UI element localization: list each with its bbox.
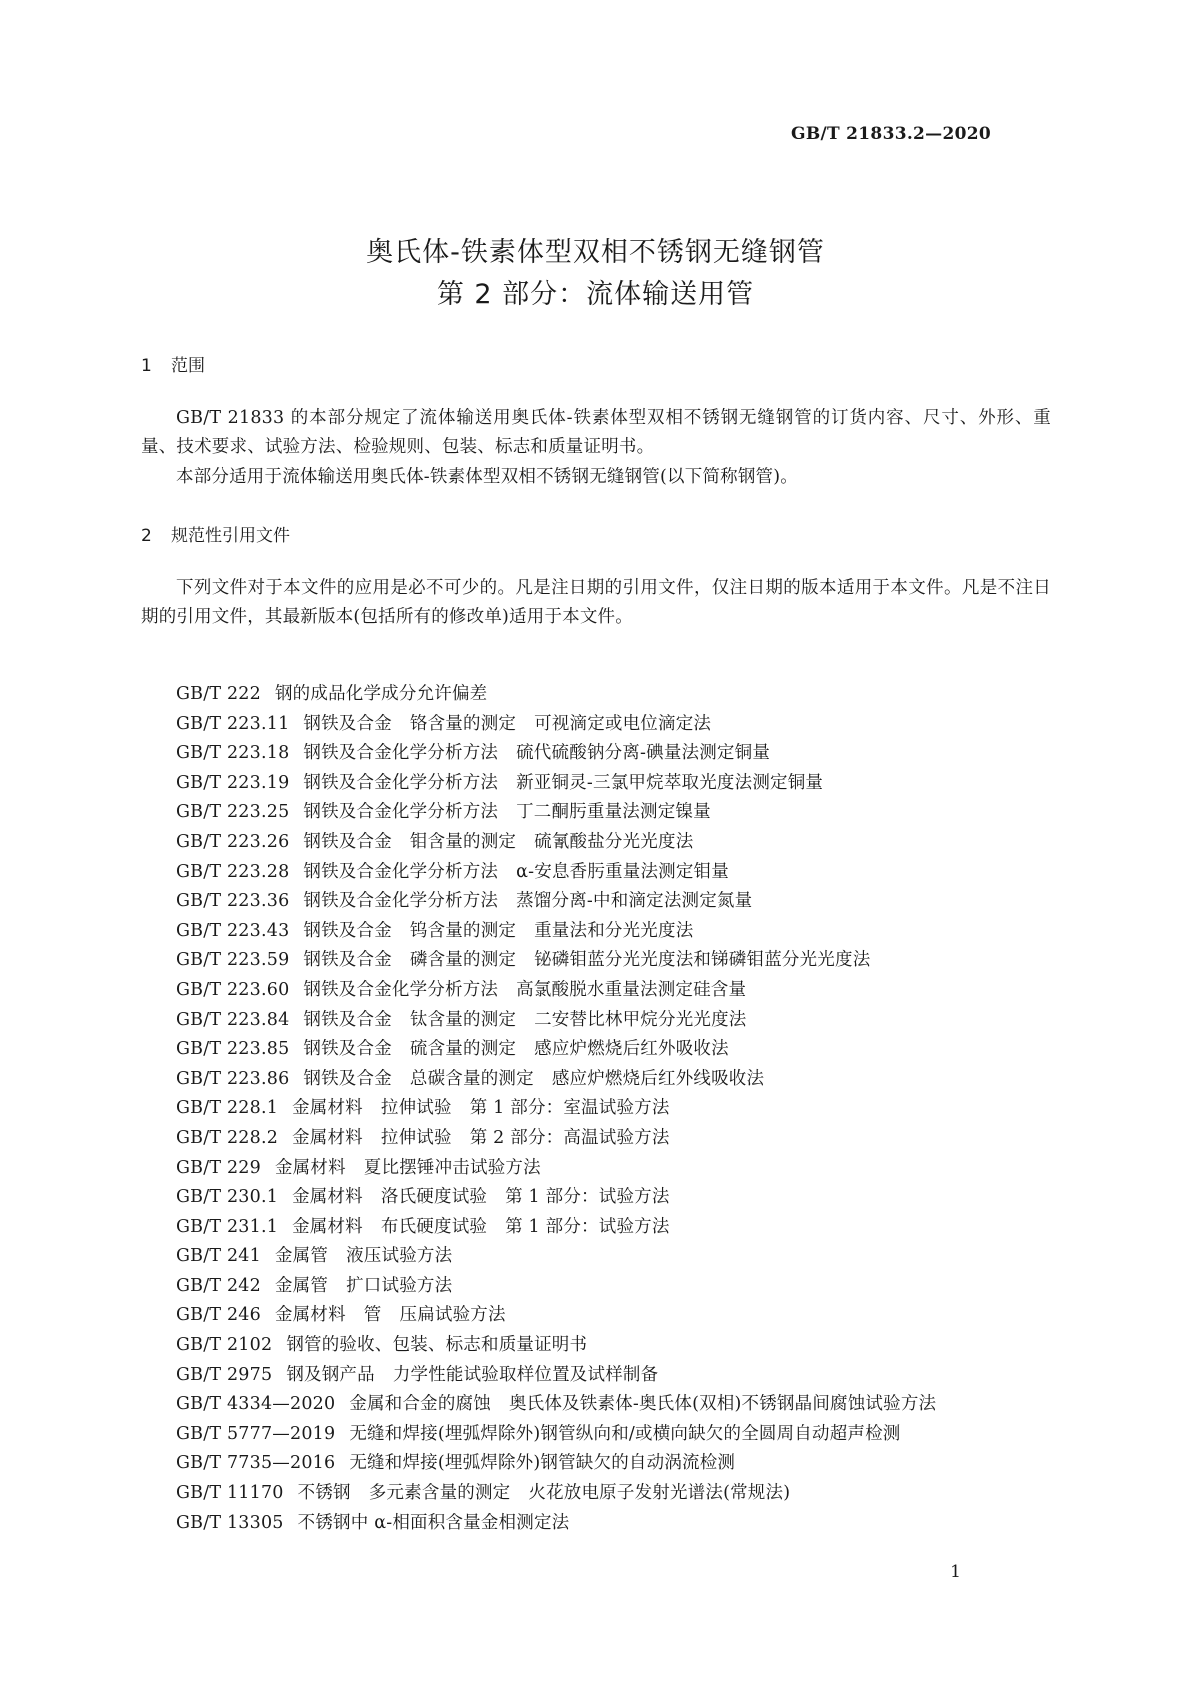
- reference-title-part: 无缝和焊接(埋弧焊除外)钢管纵向和/或横向缺欠的全圆周自动超声检测: [349, 1423, 901, 1444]
- reference-item: [176, 1301, 954, 1331]
- reference-item: [176, 946, 954, 976]
- reference-title-part: 金属材料: [292, 1187, 363, 1208]
- reference-title-part: 洛氏硬度试验: [380, 1187, 488, 1208]
- standard-number: GB/T 21833.2—2020: [791, 124, 991, 144]
- reference-code: GB/T 223.25: [176, 802, 290, 823]
- reference-title-part: 钢及钢产品: [286, 1364, 375, 1385]
- reference-code: GB/T 228.1: [176, 1098, 279, 1119]
- reference-title-part: 夏比摆锤冲击试验方法: [363, 1157, 541, 1178]
- reference-item: [176, 1449, 954, 1479]
- reference-item: [176, 1420, 954, 1450]
- reference-title-part: 钢铁及合金: [303, 920, 392, 941]
- reference-item: [176, 1272, 954, 1302]
- reference-title-part: 钢铁及合金: [303, 1009, 392, 1030]
- reference-title-part: 金属管: [274, 1246, 329, 1267]
- reference-title-part: 金属材料: [274, 1157, 346, 1178]
- reference-title-part: 压扁试验方法: [399, 1305, 506, 1326]
- section-heading-normative-references: [141, 521, 290, 546]
- scope-paragraph-2: 本部分适用于流体输送用奥氏体-铁素体型双相不锈钢无缝钢管(以下简称钢管)。: [176, 467, 798, 487]
- reference-code: GB/T 7735—2016: [176, 1453, 336, 1474]
- reference-item: [176, 1006, 954, 1036]
- reference-title-part: 钢铁及合金: [303, 1068, 392, 1089]
- reference-title-part: 无缝和焊接(埋弧焊除外)钢管缺欠的自动涡流检测: [349, 1453, 736, 1474]
- reference-title-part: 硫代硫酸钠分离-碘量法测定铜量: [516, 743, 771, 764]
- reference-title-part: 钛含量的测定: [409, 1009, 517, 1030]
- reference-title-part: 硫含量的测定: [409, 1039, 517, 1060]
- reference-title-part: 丁二酮肟重量法测定镍量: [516, 802, 711, 823]
- reference-code: GB/T 223.85: [176, 1039, 290, 1060]
- reference-item: [176, 1242, 954, 1272]
- reference-title-part: 金属管: [274, 1275, 329, 1296]
- reference-code: GB/T 223.84: [176, 1009, 290, 1030]
- reference-item: [176, 1124, 954, 1154]
- reference-item: [176, 887, 954, 917]
- reference-title-part: 钢铁及合金: [303, 713, 392, 734]
- reference-code: GB/T 223.43: [176, 920, 290, 941]
- reference-item: [176, 798, 954, 828]
- reference-code: GB/T 228.2: [176, 1127, 279, 1148]
- reference-code: GB/T 241: [176, 1246, 261, 1267]
- reference-code: GB/T 2102: [176, 1335, 273, 1356]
- reference-code: GB/T 229: [176, 1157, 261, 1178]
- section-number: 1: [141, 356, 152, 376]
- references-intro-paragraph: 下列文件对于本文件的应用是必不可少的。凡是注日期的引用文件，仅注日期的版本适用于本文件。凡是不注日期的引用文件，其最新版本(包括所有的修改单)适用于本文件。: [141, 578, 1051, 627]
- reference-code: GB/T 5777—2019: [176, 1423, 336, 1444]
- reference-title-part: 扩口试验方法: [346, 1275, 453, 1296]
- reference-title-part: 硫氰酸盐分光光度法: [534, 831, 694, 852]
- reference-title-part: 钢铁及合金: [303, 831, 392, 852]
- reference-item: [176, 769, 954, 799]
- reference-item: [176, 680, 954, 710]
- reference-title-part: 钼含量的测定: [409, 831, 517, 852]
- reference-code: GB/T 13305: [176, 1512, 284, 1533]
- reference-code: GB/T 242: [176, 1275, 261, 1296]
- reference-item: [176, 858, 954, 888]
- reference-title-part: 金属材料: [292, 1098, 363, 1119]
- reference-code: GB/T 223.59: [176, 950, 290, 971]
- document-title-line1: 奥氏体-铁素体型双相不锈钢无缝钢管: [366, 237, 825, 268]
- reference-title-part: 金属材料: [274, 1305, 346, 1326]
- reference-item: [176, 1361, 954, 1391]
- reference-item: [176, 828, 954, 858]
- reference-title-part: 钢管的验收、包装、标志和质量证明书: [286, 1335, 588, 1356]
- reference-title-part: 火花放电原子发射光谱法(常规法): [528, 1483, 791, 1504]
- reference-title-part: 第 1 部分：室温试验方法: [469, 1098, 670, 1119]
- reference-title-part: 第 1 部分：试验方法: [505, 1187, 670, 1208]
- reference-item: [176, 1479, 954, 1509]
- reference-title-part: 拉伸试验: [380, 1098, 452, 1119]
- reference-title-part: 第 2 部分：高温试验方法: [469, 1127, 670, 1148]
- reference-title-part: 钢铁及合金化学分析方法: [303, 802, 499, 823]
- page-number: 1: [950, 1562, 961, 1582]
- reference-item: [176, 1154, 954, 1184]
- reference-title-part: 奥氏体及铁素体-奥氏体(双相)不锈钢晶间腐蚀试验方法: [508, 1394, 937, 1415]
- reference-title-part: α-安息香肟重量法测定钼量: [516, 861, 729, 882]
- reference-item: [176, 1509, 954, 1539]
- reference-item: [176, 1065, 954, 1095]
- reference-title-part: 力学性能试验取样位置及试样制备: [392, 1364, 659, 1385]
- reference-title-part: 感应炉燃烧后红外吸收法: [534, 1039, 729, 1060]
- reference-code: GB/T 246: [176, 1305, 261, 1326]
- reference-title-part: 钢的成品化学成分允许偏差: [274, 684, 488, 704]
- reference-item: [176, 1213, 954, 1243]
- reference-item: [176, 710, 954, 740]
- reference-title-part: 多元素含量的测定: [368, 1483, 511, 1504]
- reference-code: GB/T 231.1: [176, 1216, 279, 1237]
- reference-title-part: 可视滴定或电位滴定法: [534, 713, 712, 734]
- reference-code: GB/T 223.19: [176, 772, 290, 793]
- document-title-line2: 第 2 部分：流体输送用管: [436, 279, 755, 310]
- reference-code: GB/T 223.36: [176, 891, 290, 912]
- section-title: 规范性引用文件: [171, 526, 290, 546]
- reference-title-part: 钢铁及合金化学分析方法: [303, 772, 499, 793]
- reference-title-part: 重量法和分光光度法: [534, 920, 694, 941]
- reference-code: GB/T 223.28: [176, 861, 290, 882]
- reference-code: GB/T 223.18: [176, 743, 290, 764]
- reference-code: GB/T 4334—2020: [176, 1394, 336, 1415]
- reference-title-part: 总碳含量的测定: [409, 1068, 534, 1089]
- reference-list: [176, 680, 954, 1538]
- reference-title-part: 拉伸试验: [380, 1127, 452, 1148]
- reference-title-part: 管: [363, 1305, 382, 1326]
- reference-title-part: 新亚铜灵-三氯甲烷萃取光度法测定铜量: [516, 772, 824, 793]
- reference-title-part: 感应炉燃烧后红外线吸收法: [551, 1068, 765, 1089]
- scope-paragraph-1: GB/T 21833 的本部分规定了流体输送用奥氏体-铁素体型双相不锈钢无缝钢管的订货内容、尺寸、外形、重量、技术要求、试验方法、检验规则、包装、标志和质量证明书。: [141, 408, 1051, 457]
- section-number: 2: [141, 526, 152, 546]
- reference-title-part: 二安替比林甲烷分光光度法: [534, 1009, 747, 1030]
- reference-title-part: 钢铁及合金化学分析方法: [303, 891, 499, 912]
- reference-code: GB/T 11170: [176, 1483, 284, 1504]
- reference-title-part: 不锈钢中 α-相面积含量金相测定法: [297, 1512, 570, 1533]
- reference-item: [176, 1035, 954, 1065]
- reference-item: [176, 1183, 954, 1213]
- reference-item: [176, 739, 954, 769]
- reference-title-part: 液压试验方法: [346, 1246, 453, 1267]
- reference-title-part: 金属材料: [292, 1216, 363, 1237]
- section-title: 范围: [171, 356, 205, 376]
- reference-code: GB/T 223.86: [176, 1068, 290, 1089]
- reference-code: GB/T 223.26: [176, 831, 290, 852]
- reference-title-part: 高氯酸脱水重量法测定硅含量: [516, 979, 747, 1000]
- reference-code: GB/T 2975: [176, 1364, 273, 1385]
- reference-item: [176, 976, 954, 1006]
- reference-item: [176, 1390, 954, 1420]
- reference-code: GB/T 222: [176, 684, 261, 704]
- reference-title-part: 蒸馏分离-中和滴定法测定氮量: [516, 891, 753, 912]
- reference-title-part: 铬含量的测定: [409, 713, 517, 734]
- reference-title-part: 不锈钢: [297, 1483, 351, 1504]
- reference-item: [176, 1094, 954, 1124]
- reference-title-part: 布氏硬度试验: [380, 1216, 488, 1237]
- reference-code: GB/T 230.1: [176, 1187, 279, 1208]
- reference-title-part: 钨含量的测定: [409, 920, 517, 941]
- reference-title-part: 铋磷钼蓝分光光度法和锑磷钼蓝分光光度法: [534, 950, 871, 971]
- reference-item: [176, 917, 954, 947]
- reference-title-part: 钢铁及合金: [303, 950, 392, 971]
- section-heading-scope: [141, 351, 205, 376]
- reference-item: [176, 1331, 954, 1361]
- reference-code: GB/T 223.60: [176, 979, 290, 1000]
- reference-title-part: 金属材料: [292, 1127, 363, 1148]
- reference-code: GB/T 223.11: [176, 713, 290, 734]
- reference-title-part: 磷含量的测定: [409, 950, 517, 971]
- reference-title-part: 钢铁及合金化学分析方法: [303, 861, 499, 882]
- reference-title-part: 金属和合金的腐蚀: [349, 1394, 491, 1415]
- reference-title-part: 钢铁及合金化学分析方法: [303, 743, 499, 764]
- reference-title-part: 第 1 部分：试验方法: [505, 1216, 670, 1237]
- reference-title-part: 钢铁及合金化学分析方法: [303, 979, 499, 1000]
- reference-title-part: 钢铁及合金: [303, 1039, 392, 1060]
